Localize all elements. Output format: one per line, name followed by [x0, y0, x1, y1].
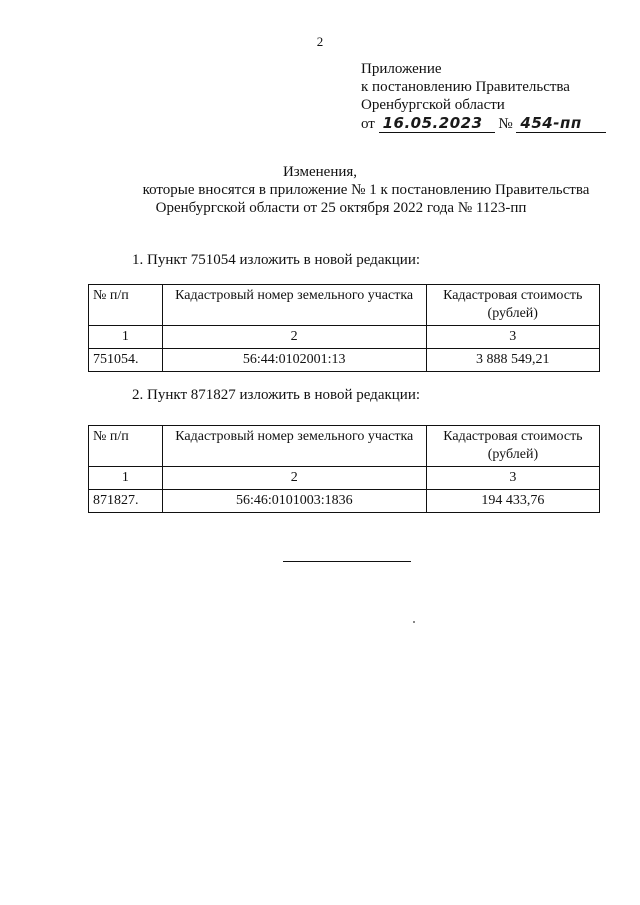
header-number: № п/п [89, 285, 163, 326]
page-number: 2 [316, 34, 324, 49]
header-number: № п/п [89, 426, 163, 467]
index-cell: 3 [426, 326, 600, 349]
header-cadastral-value: Кадастровая стоимость (рублей) [426, 426, 599, 467]
table-index-row [89, 467, 600, 490]
header-cadastral-number: Кадастровый номер земельного участка [162, 426, 426, 467]
header-cadastral-value: Кадастровая стоимость (рублей) [426, 285, 600, 326]
table-index-row [89, 326, 600, 349]
appendix-line-3: Оренбургской области [361, 97, 505, 113]
cadastre-table-2 [88, 425, 600, 513]
document-heading [0, 163, 640, 217]
item-1-title: 1. Пункт 751054 изложить в новой редакции: [132, 252, 421, 268]
index-cell: 1 [89, 467, 163, 490]
heading-line-2: которые вносятся в приложение № 1 к постановлению Правительства [142, 182, 590, 198]
row-cadastral-value: 194 433,76 [426, 490, 599, 513]
row-cadastral-number: 56:44:0102001:13 [162, 349, 426, 372]
handwritten-date: 16.05.2023 [379, 114, 495, 133]
header-cadastral-number: Кадастровый номер земельного участка [162, 285, 426, 326]
appendix-date-line [361, 114, 606, 133]
scan-speck [413, 621, 415, 623]
row-number: 751054. [89, 349, 163, 372]
heading-line-3: Оренбургской области от 25 октября 2022 года № 1123-пп [155, 200, 527, 216]
table-header-row [89, 426, 600, 467]
number-label: № [498, 116, 513, 132]
appendix-line-2: к постановлению Правительства [361, 79, 570, 95]
index-cell: 1 [89, 326, 163, 349]
table-row [89, 349, 600, 372]
index-cell: 2 [162, 467, 426, 490]
from-label: от [361, 116, 375, 132]
appendix-block [361, 60, 606, 133]
index-cell: 2 [162, 326, 426, 349]
row-cadastral-value: 3 888 549,21 [426, 349, 600, 372]
cadastre-table-1 [88, 284, 600, 372]
end-separator-line [283, 561, 411, 562]
table-row [89, 490, 600, 513]
appendix-title: Приложение [361, 61, 442, 77]
row-cadastral-number: 56:46:0101003:1836 [162, 490, 426, 513]
heading-line-1: Изменения, [282, 164, 358, 180]
table-header-row [89, 285, 600, 326]
handwritten-number: 454-пп [516, 114, 606, 133]
index-cell: 3 [426, 467, 599, 490]
item-2-title: 2. Пункт 871827 изложить в новой редакции: [132, 387, 421, 403]
row-number: 871827. [89, 490, 163, 513]
